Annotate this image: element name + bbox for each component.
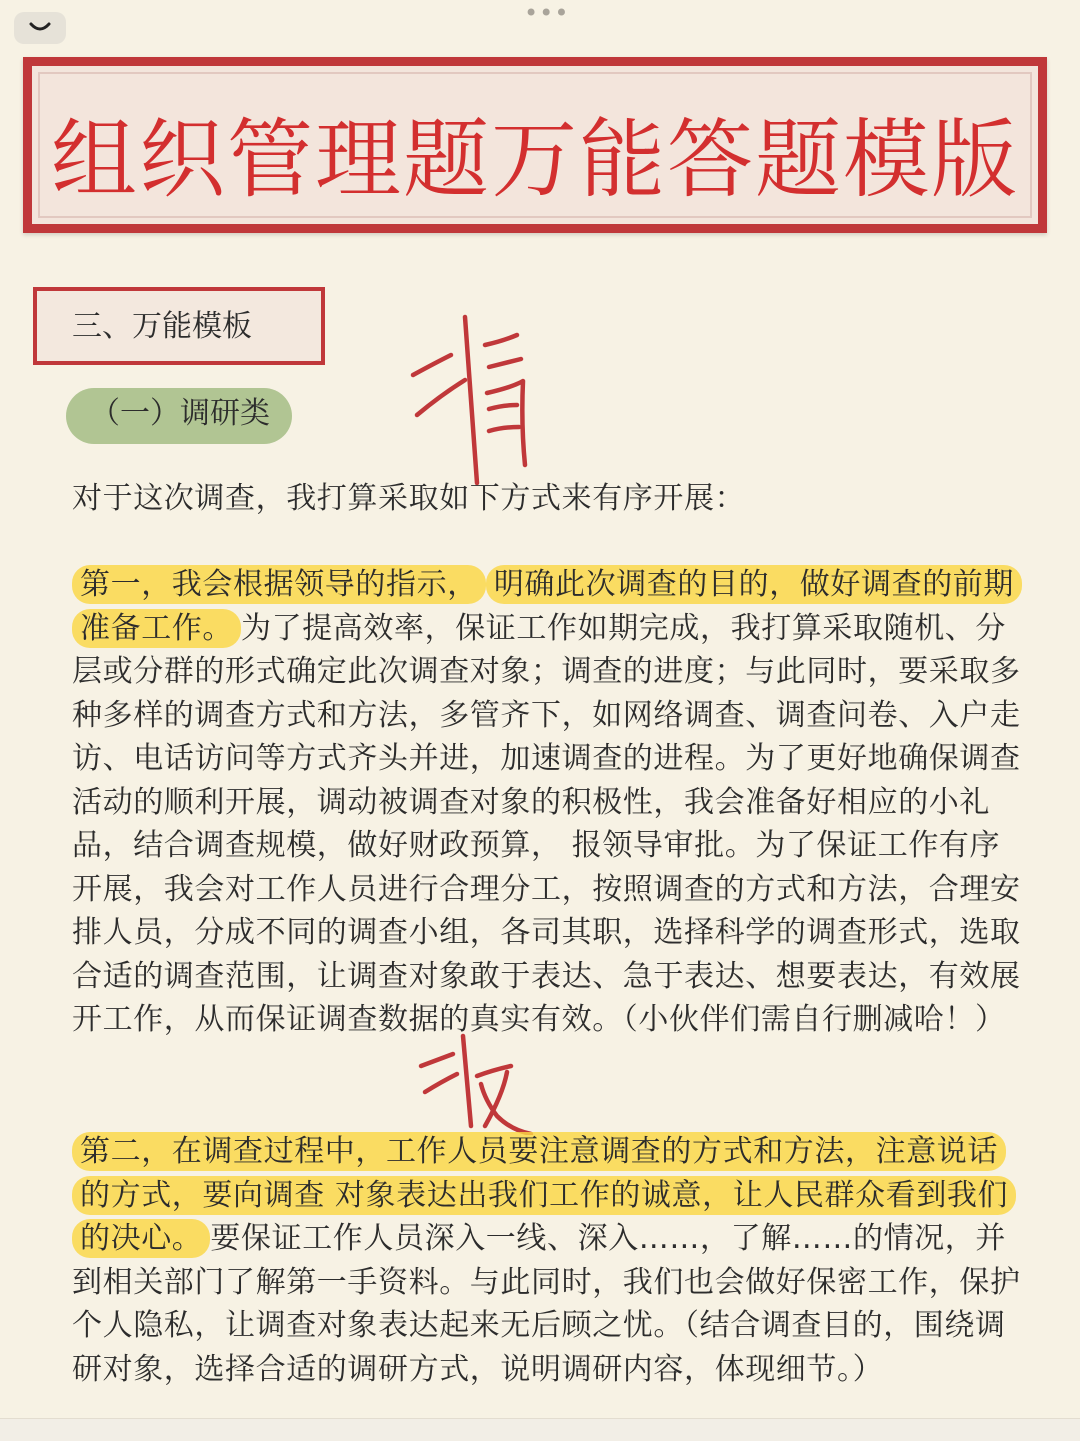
highlight-one-b: 明确此次调查的目的，做好调查的前期准备工作。 [72,565,1022,648]
page-title: 组织管理题万能答题模版 [51,110,1019,210]
paragraph-two-body: 要保证工作人员深入一线、深入……，了解……的情况，并到相关部门了解第一手资料。与此同时，我们也会做好保密工作，保护个人隐私，让调查对象表达起来无后顾之忧。（结合调查目的，围绕调研对象，选择合适的调研方式，说明调研内容，体现细节。） [72,1221,1021,1387]
top-bar [0,0,1080,48]
section-heading-box [33,287,325,365]
collapse-button[interactable] [14,12,66,44]
more-dots-icon[interactable]: ••• [524,0,570,27]
highlight-two: 第二，在调查过程中，工作人员要注意调查的方式和方法，注意说话的方式，要向调查 对象表达出我们工作的诚意，让人民群众看到我们的决心。 [72,1132,1016,1258]
handwritten-mark-top [405,305,535,490]
title-banner [23,57,1047,233]
handwritten-mark-middle [415,1030,540,1135]
subsection-heading: （一）调研类 [90,396,270,431]
section-heading: 三、万能模板 [72,309,252,344]
highlight-one-a: 第一，我会根据领导的指示， [72,565,486,604]
chevron-down-icon [29,22,51,34]
intro-paragraph: 对于这次调查，我打算采取如下方式来有序开展： [72,481,746,516]
bottom-edge [0,1418,1080,1441]
paragraph-one [72,563,1022,1042]
paragraph-two [72,1130,1022,1391]
paragraph-one-body: 为了提高效率，保证工作如期完成，我打算采取随机、分层或分群的形式确定此次调查对象；调查的进度；与此同时，要采取多种多样的调查方式和方法，多管齐下，如网络调查、调查问卷、入户走访、电话访问等方式齐头并进，加速调查的进程。为了更好地确保调查活动的顺利开展，调动被调查对象的积极性，我会准备好相应的小礼品，结合调查规模，做好财政预算， 报领导审批。为了保证工作有序开展，我会对工作人员进行合理分工，按照调查的方式和方法，合理安排人员，分成不同的调查小组，各司其职，选择科学的调查形式，选取合适的调查范围，让调查对象敢于表达、急于表达、想要表达，有效展开工作，从而保证调查数据的真实有效。（小伙伴们需自行删减哈！） [72,610,1021,1037]
